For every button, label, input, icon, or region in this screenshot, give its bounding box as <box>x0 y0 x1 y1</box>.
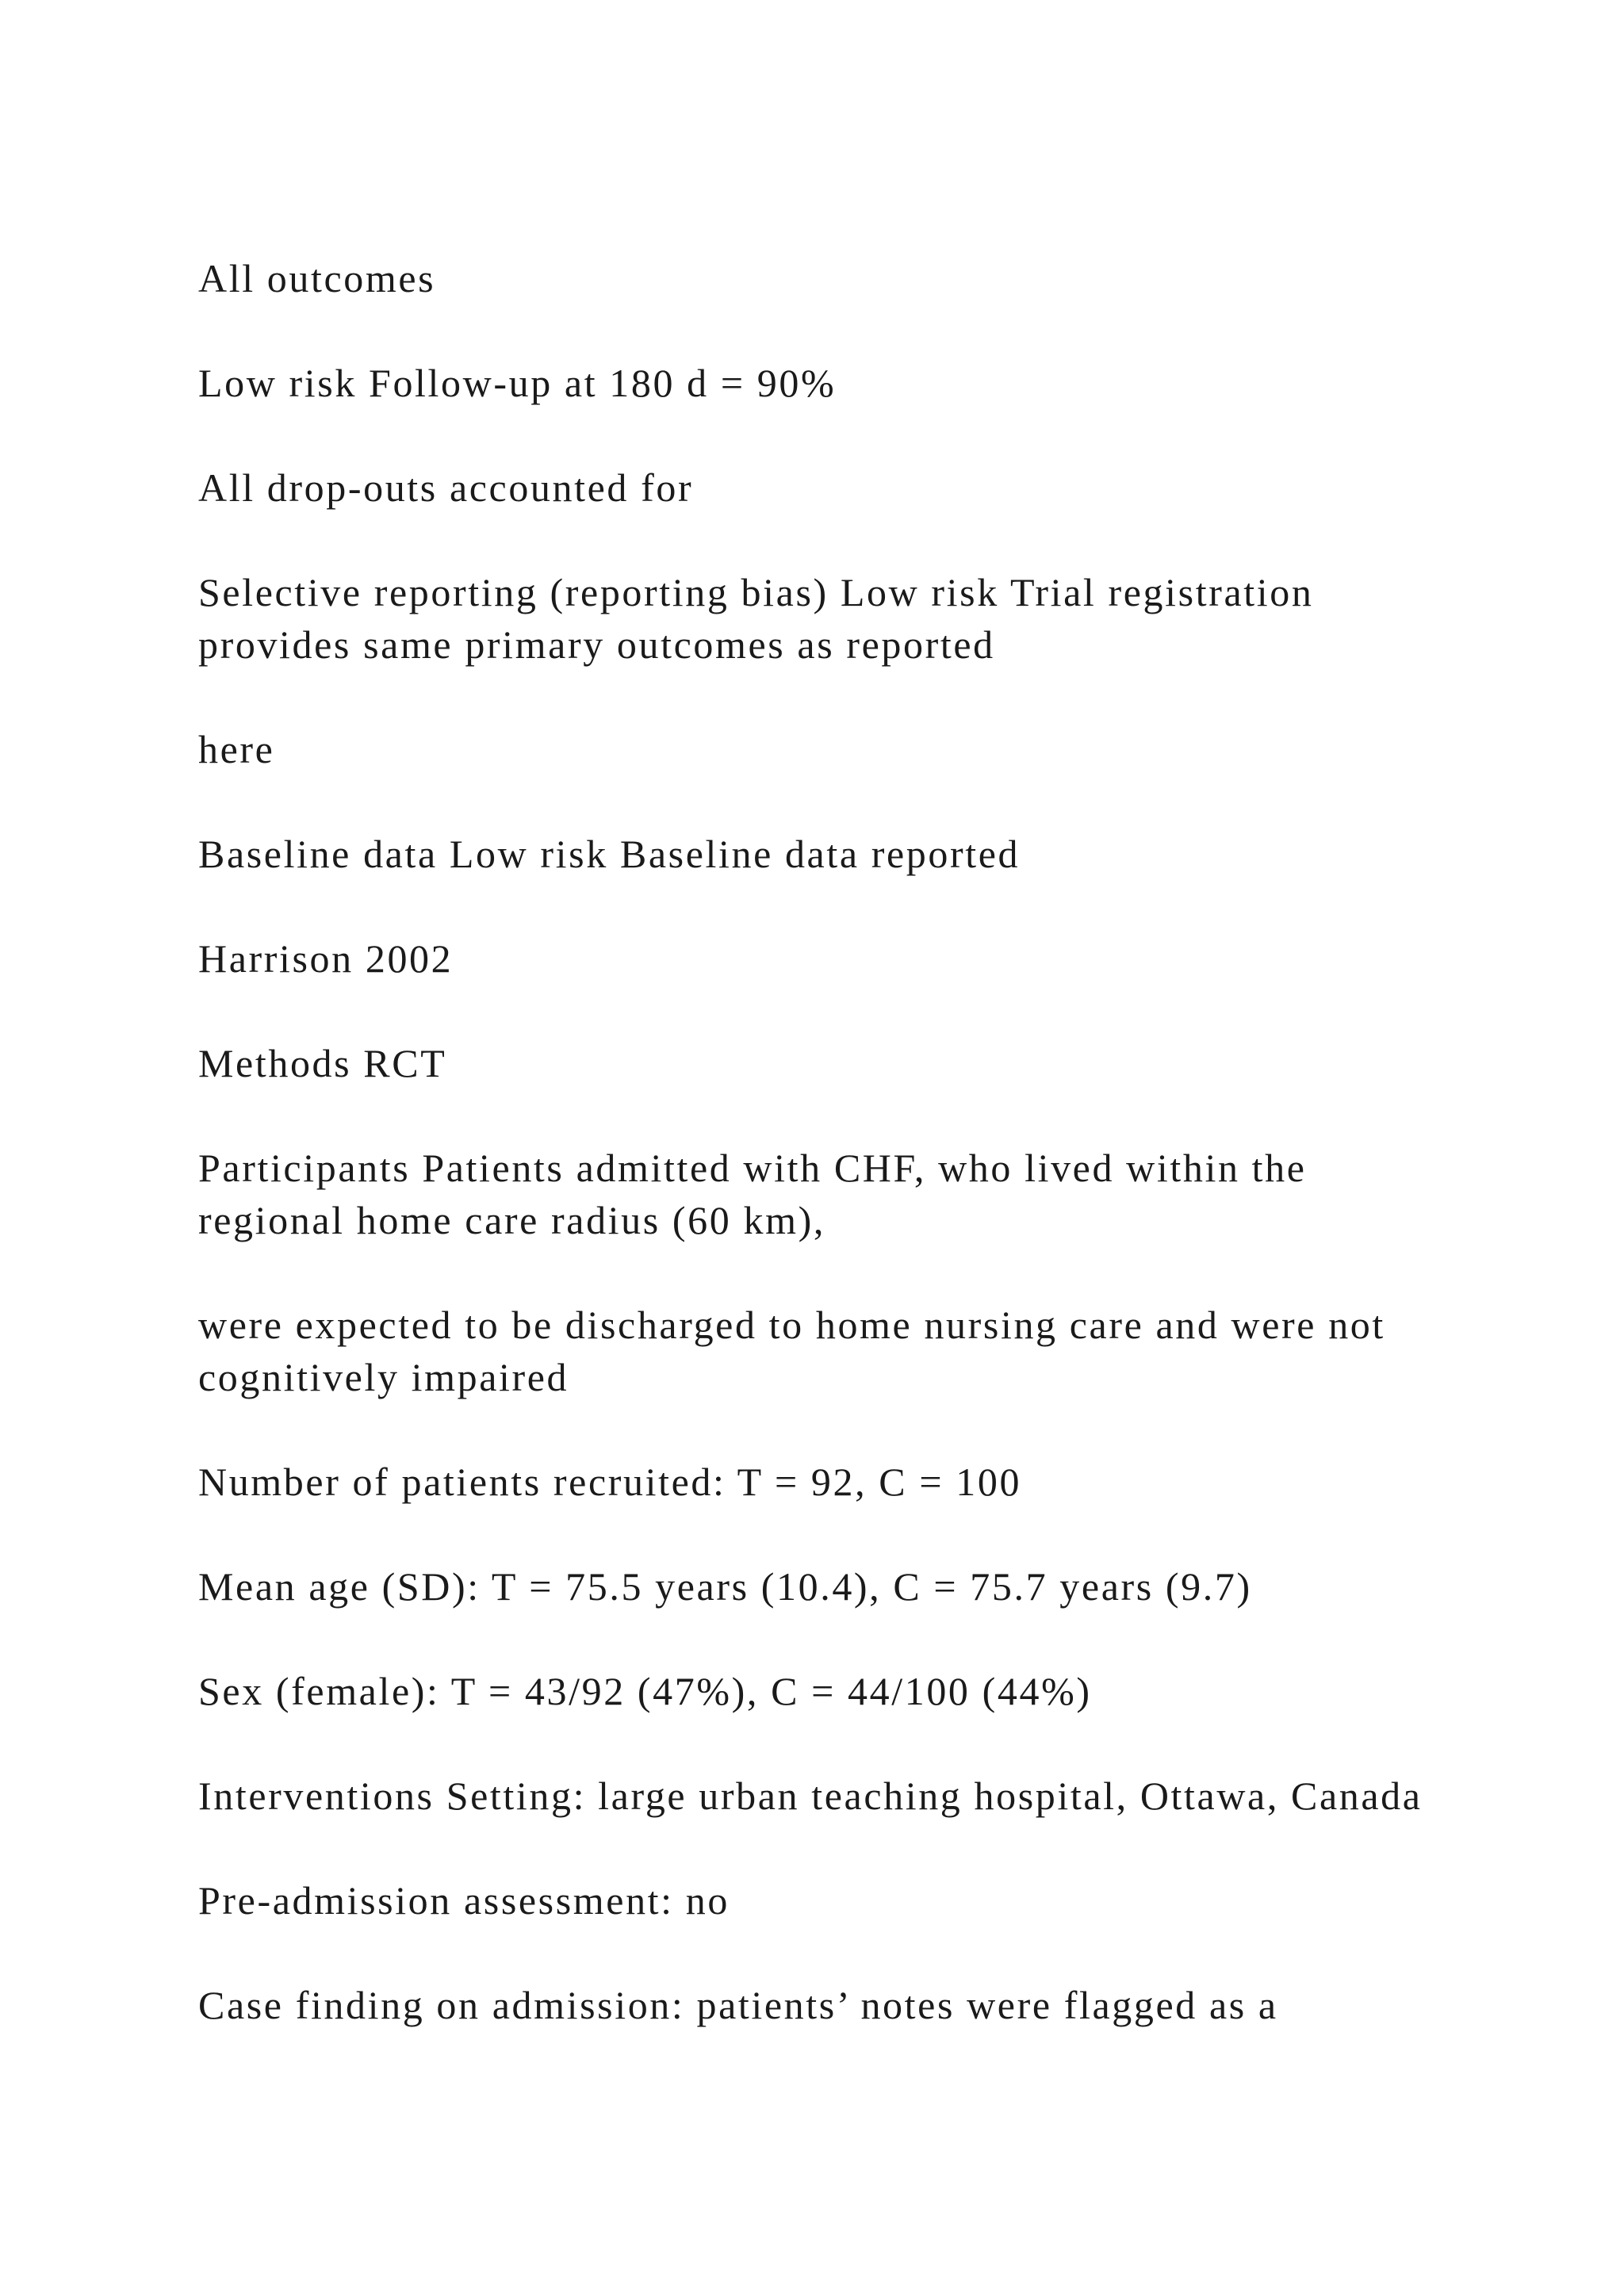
paragraph-methods: Methods RCT <box>198 1041 447 1085</box>
paragraph-all-outcomes: All outcomes <box>198 256 436 300</box>
paragraph-selective-reporting: Selective reporting (reporting bias) Low risk Trial registration provides same primary outcomes as reported <box>198 570 1314 667</box>
paragraph-participants-criteria: were expected to be discharged to home nursing care and were not cognitively impaired <box>198 1303 1385 1399</box>
document-page <box>198 252 1435 2084</box>
paragraph-follow-up: Low risk Follow-up at 180 d = 90% <box>198 361 837 405</box>
paragraph-study-title: Harrison 2002 <box>198 936 454 981</box>
paragraph-participants: Participants Patients admitted with CHF, who lived within the regional home care radius (60 km), <box>198 1146 1307 1242</box>
paragraph-interventions: Interventions Setting: large urban teaching hospital, Ottawa, Canada <box>198 1774 1423 1818</box>
paragraph-mean-age: Mean age (SD): T = 75.5 years (10.4), C = 75.7 years (9.7) <box>198 1564 1252 1609</box>
paragraph-pre-admission: Pre-admission assessment: no <box>198 1878 730 1923</box>
paragraph-sex: Sex (female): T = 43/92 (47%), C = 44/100 (44%) <box>198 1669 1092 1713</box>
paragraph-patients-recruited: Number of patients recruited: T = 92, C = 100 <box>198 1460 1022 1504</box>
paragraph-baseline-data: Baseline data Low risk Baseline data reported <box>198 832 1021 876</box>
paragraph-here: here <box>198 727 275 771</box>
paragraph-drop-outs: All drop-outs accounted for <box>198 465 694 510</box>
paragraph-case-finding: Case finding on admission: patients’ notes were flagged as a <box>198 1983 1278 2027</box>
